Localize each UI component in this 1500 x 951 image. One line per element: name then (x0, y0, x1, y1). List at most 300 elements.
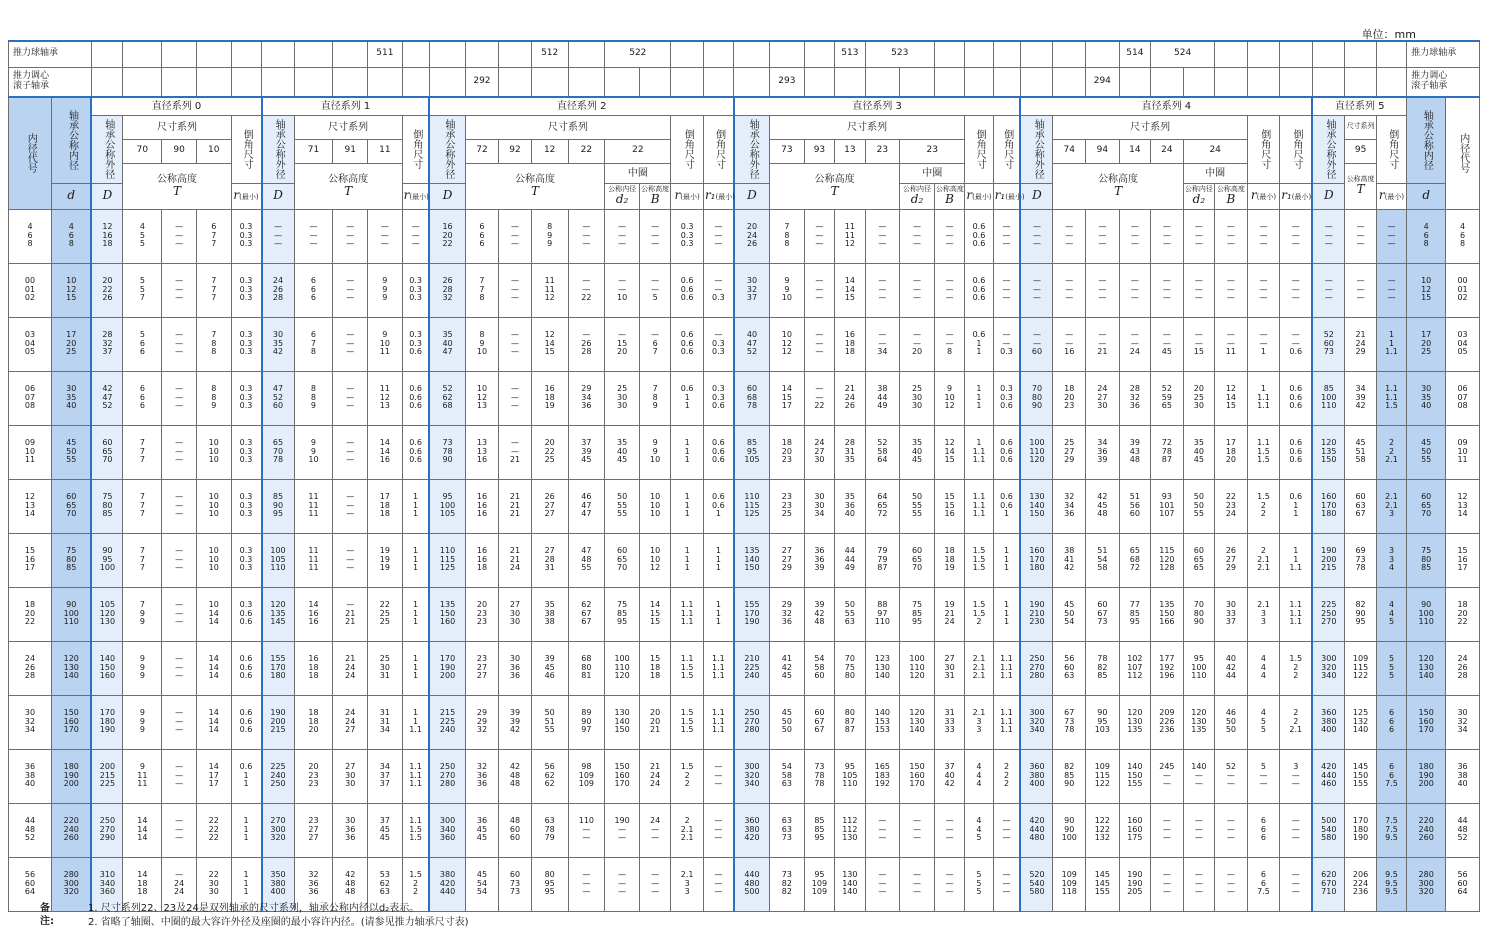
table-cell: 24 26 28 (1446, 641, 1480, 695)
table-cell: — 15 20 (605, 317, 640, 371)
table-cell: 440 480 500 (734, 857, 770, 911)
thrust-ball-row (9, 41, 1480, 67)
table-cell: 5 5 5 (1376, 641, 1406, 695)
table-cell: 6 6 6 (294, 263, 333, 317)
table-cell: 2.1 3 3 (671, 857, 704, 911)
table-cell: — — — (333, 425, 368, 479)
table-cell: 15 16 17 (1446, 533, 1480, 587)
table-cell: 100 110 120 (1020, 425, 1053, 479)
table-cell: 23 27 27 (294, 803, 333, 857)
table-cell: 56 60 64 (1446, 857, 1480, 911)
table-cell: 250 270 290 (91, 803, 122, 857)
s4-size-series: 尺寸系列 (1053, 115, 1247, 139)
s0-code-90: 90 (162, 139, 197, 163)
table-cell: 54 58 60 (804, 641, 834, 695)
table-cell: 360 380 400 (1312, 695, 1345, 749)
table-cell: 0.3 0.3 0.3 (231, 425, 261, 479)
table-cell: — — — (639, 209, 670, 263)
table-cell: — — — (900, 263, 935, 317)
table-cell: 190 200 215 (1312, 533, 1345, 587)
table-cell: 24 26 28 (262, 263, 295, 317)
table-row (9, 371, 1480, 425)
table-cell: 18 18 20 (294, 695, 333, 749)
table-cell: — — — (499, 371, 532, 425)
s0-height-header: 公称高度 T (123, 163, 231, 209)
table-cell: 6 7 7 (196, 209, 231, 263)
table-cell: — — 24 (1119, 317, 1150, 371)
table-cell: — — — (1215, 803, 1248, 857)
table-cell: 22 30 30 (196, 857, 231, 911)
table-cell: — — — (900, 857, 935, 911)
table-cell: 45 54 54 (465, 857, 499, 911)
s2-code-22: 22 (568, 139, 605, 163)
table-cell: 1.5 2 2 (671, 749, 704, 803)
table-cell: — 0.3 0.3 (703, 317, 733, 371)
table-cell: 60 65 70 (52, 479, 92, 533)
table-cell: 0.6 0.6 0.6 (993, 425, 1020, 479)
table-cell: 9 10 12 (934, 371, 964, 425)
s3-code-23: 23 (865, 139, 900, 163)
table-cell: — — — (333, 209, 368, 263)
table-cell: 2.1 3 3 (965, 695, 993, 749)
table-cell: — — — (865, 263, 900, 317)
table-cell: 25 27 29 (1053, 425, 1086, 479)
table-cell: 20 20 21 (639, 695, 670, 749)
table-cell: 34 36 39 (1086, 425, 1120, 479)
table-cell: 300 320 340 (1020, 695, 1053, 749)
table-cell: 350 380 400 (262, 857, 295, 911)
s2-chamfer-r1-header: 倒角尺寸 (703, 115, 733, 183)
table-cell: — — — (1183, 857, 1214, 911)
table-cell: 73 78 90 (429, 425, 465, 479)
table-cell: 1.5 2 2 (1247, 479, 1280, 533)
table-cell: — — — (1020, 263, 1053, 317)
s3-sym-D: D (734, 183, 770, 209)
table-cell: — — — (1215, 263, 1248, 317)
table-cell: 35 40 45 (605, 425, 640, 479)
s3-chamfer-r-header: 倒角尺寸 (965, 115, 993, 183)
diameter-series-4: 直径系列 4 (1020, 97, 1312, 115)
table-cell: — — — (865, 857, 900, 911)
table-cell: 50 55 55 (605, 479, 640, 533)
table-cell: 7 8 8 (196, 317, 231, 371)
table-cell: 85 100 110 (1312, 371, 1345, 425)
table-cell: 190 210 230 (1020, 587, 1053, 641)
table-cell: 35 40 47 (429, 317, 465, 371)
table-cell: 39 42 48 (804, 587, 834, 641)
table-cell: — — — (1280, 857, 1313, 911)
s1-code-91: 91 (333, 139, 368, 163)
table-cell: 1 1 1 (231, 857, 261, 911)
table-row (9, 803, 1480, 857)
table-cell: 10 10 10 (639, 479, 670, 533)
table-cell: 21 21 24 (499, 533, 532, 587)
table-cell: — — — (568, 209, 605, 263)
table-cell: 30 32 34 (1446, 695, 1480, 749)
table-cell: 73 82 82 (770, 857, 805, 911)
table-cell: 20 23 23 (294, 749, 333, 803)
table-cell: 54 58 63 (770, 749, 805, 803)
table-cell: 30 32 37 (734, 263, 770, 317)
table-cell: — — — (1345, 209, 1376, 263)
table-cell: — — — (568, 857, 605, 911)
table-cell: 51 56 60 (1119, 479, 1150, 533)
table-cell: 1 1 1 (402, 479, 429, 533)
table-cell: 150 160 170 (1407, 695, 1446, 749)
table-cell: 30 35 40 (1407, 371, 1446, 425)
table-cell: 150 160 170 (52, 695, 92, 749)
table-cell: — — — (162, 533, 197, 587)
table-cell: 9 9 9 (123, 641, 162, 695)
table-cell: 135 140 150 (734, 533, 770, 587)
table-cell: 52 62 68 (429, 371, 465, 425)
table-cell: 160 170 180 (1312, 479, 1345, 533)
table-cell: 60 65 70 (1407, 479, 1446, 533)
table-cell: 7 9 9 (123, 587, 162, 641)
table-cell: 39 43 48 (1119, 425, 1150, 479)
table-cell: 03 04 05 (9, 317, 52, 371)
table-cell: 65 68 72 (1119, 533, 1150, 587)
table-cell: 12 14 15 (1215, 371, 1248, 425)
table-cell: 0.3 0.3 0.3 (231, 317, 261, 371)
s1-size-series: 尺寸系列 (294, 115, 402, 139)
table-cell: 50 51 55 (531, 695, 568, 749)
table-cell: 36 38 40 (1446, 749, 1480, 803)
table-cell: 73 78 78 (804, 749, 834, 803)
table-cell: 9 10 11 (368, 317, 403, 371)
table-cell: — — 11 (1215, 317, 1248, 371)
table-cell: 88 97 110 (865, 587, 900, 641)
bearing-dimension-table (8, 40, 1480, 912)
table-cell: 45 50 54 (1053, 587, 1086, 641)
table-cell: 24 27 30 (1086, 371, 1120, 425)
table-cell: 1.1 1.5 1.5 (671, 641, 704, 695)
table-cell: — — — (934, 263, 964, 317)
s4-sym-r1: r₁(最小) (1280, 183, 1313, 209)
s5-od-header: 轴承公称外径 (1312, 115, 1345, 183)
table-cell: — — — (703, 209, 733, 263)
table-cell: 37 40 42 (934, 749, 964, 803)
s3-middle-ring: 中圈 (900, 163, 965, 183)
table-cell: 50 55 55 (900, 479, 935, 533)
s1-code-11: 11 (368, 139, 403, 163)
table-cell: — — 0.3 (703, 263, 733, 317)
table-cell: 15 15 16 (934, 479, 964, 533)
table-cell: 6 6 7.5 (1247, 857, 1280, 911)
table-cell: 250 270 280 (1020, 641, 1053, 695)
table-cell: — — 45 (1151, 317, 1184, 371)
table-cell: 00 01 02 (9, 263, 52, 317)
table-cell: 1.5 1.5 1.5 (965, 533, 993, 587)
table-cell: 22 25 25 (368, 587, 403, 641)
table-cell: 6 6 6 (465, 209, 499, 263)
table-cell: 100 110 120 (900, 641, 935, 695)
table-cell: 82 90 95 (1345, 587, 1376, 641)
table-cell: 35 38 38 (531, 587, 568, 641)
table-cell: 17 18 20 (1215, 425, 1248, 479)
table-cell: 0.6 0.6 0.6 (1280, 371, 1313, 425)
table-cell: 177 192 196 (1151, 641, 1184, 695)
table-cell: 1.1 1.1 1.1 (402, 749, 429, 803)
table-cell: 150 160 170 (900, 749, 935, 803)
s1-height-header: 公称高度 T (294, 163, 402, 209)
table-cell: 1 1 1.1 (1280, 533, 1313, 587)
table-cell: 35 40 45 (1183, 425, 1214, 479)
table-cell: 250 270 280 (734, 695, 770, 749)
table-cell: 8 8 9 (196, 371, 231, 425)
table-cell: — — — (162, 209, 197, 263)
table-row (9, 695, 1480, 749)
table-cell: 1.1 1.5 1.5 (402, 803, 429, 857)
table-cell: 130 140 150 (1020, 479, 1053, 533)
table-cell: 12 14 15 (934, 425, 964, 479)
table-cell: 140 150 160 (91, 641, 122, 695)
table-cell: 1.1 1.1 1.1 (703, 641, 733, 695)
table-cell: 75 80 85 (1407, 533, 1446, 587)
table-cell: 32 36 36 (294, 857, 333, 911)
note-line-1: 1. 尺寸系列22、23及24是双列轴承的尺寸系列，轴承公称内径以d₂表示。 (88, 903, 420, 914)
table-cell: 69 73 78 (1345, 533, 1376, 587)
table-cell: 29 32 36 (770, 587, 805, 641)
s3-code-13: 13 (835, 139, 865, 163)
table-cell: 29 29 32 (465, 695, 499, 749)
table-cell: 1.5 2 2 (402, 857, 429, 911)
table-cell: 44 44 49 (835, 533, 865, 587)
s4-sym-B: 公称高度 B (1215, 183, 1248, 209)
table-cell: 16 16 16 (465, 479, 499, 533)
table-cell: — — 60 (1020, 317, 1053, 371)
table-cell: 120 130 135 (1119, 695, 1150, 749)
table-cell: 4 6 8 (52, 209, 92, 263)
table-cell: 27 27 29 (770, 533, 805, 587)
table-cell: — — 34 (865, 317, 900, 371)
table-cell: 42 45 48 (1086, 479, 1120, 533)
s4-code-24-mid: 24 (1183, 139, 1247, 163)
table-cell: — — — (1086, 263, 1120, 317)
s5-height-header: 公称高度 T (1345, 163, 1376, 209)
table-cell: 4 5 5 (123, 209, 162, 263)
table-cell: 215 225 240 (429, 695, 465, 749)
table-cell: — — — (368, 209, 403, 263)
table-cell: 120 130 140 (1407, 641, 1446, 695)
table-cell: — — — (162, 587, 197, 641)
table-cell: 00 01 02 (1446, 263, 1480, 317)
table-cell: 1 1 1 (402, 641, 429, 695)
table-cell: 90 90 100 (1053, 803, 1086, 857)
table-cell: 56 60 64 (9, 857, 52, 911)
thrust-ball-label-right: 推力球轴承 (1407, 41, 1480, 67)
s4-middle-ring: 中圈 (1183, 163, 1247, 183)
table-cell: 7 7 7 (123, 479, 162, 533)
table-cell: 420 440 460 (1312, 749, 1345, 803)
table-cell: 36 36 39 (804, 533, 834, 587)
table-cell: — — 22 (804, 371, 834, 425)
table-cell: 10 10 10 (196, 533, 231, 587)
table-cell: 56 62 62 (531, 749, 568, 803)
diameter-series-2: 直径系列 2 (429, 97, 733, 115)
table-cell: 19 21 24 (934, 587, 964, 641)
table-cell: 38 41 42 (1053, 533, 1086, 587)
table-cell: 9 9 9 (123, 695, 162, 749)
table-cell: 24 27 30 (804, 425, 834, 479)
table-cell: 2.1 2.1 3 (1376, 479, 1406, 533)
table-cell: — — — (162, 479, 197, 533)
table-cell: 1 1 1 (671, 479, 704, 533)
table-cell: 2 2 2 (993, 749, 1020, 803)
s3-size-series: 尺寸系列 (770, 115, 965, 139)
table-row (9, 425, 1480, 479)
table-cell: 06 07 08 (1446, 371, 1480, 425)
table-cell: — — 15 (1183, 317, 1214, 371)
table-cell: 79 79 87 (865, 533, 900, 587)
table-cell: 120 135 150 (1312, 425, 1345, 479)
table-cell: 20 24 26 (734, 209, 770, 263)
sym-d-right: d (1407, 183, 1446, 209)
table-cell: 11 11 11 (294, 479, 333, 533)
table-cell: 95 105 110 (835, 749, 865, 803)
table-cell: 14 14 16 (368, 425, 403, 479)
code-522: 522 (605, 41, 671, 67)
table-cell: — — — (1215, 857, 1248, 911)
table-cell: 210 225 240 (734, 641, 770, 695)
table-cell: 1 1 1 (993, 587, 1020, 641)
s4-code-24: 24 (1151, 139, 1184, 163)
table-cell: 60 67 67 (804, 695, 834, 749)
table-cell: 09 10 11 (1446, 425, 1480, 479)
table-cell: 24 26 28 (9, 641, 52, 695)
table-cell: 6 7 8 (294, 317, 333, 371)
s5-sym-D: D (1312, 183, 1345, 209)
table-cell: 225 250 270 (1312, 587, 1345, 641)
table-cell: — — — (333, 479, 368, 533)
table-cell: 140 150 155 (1119, 749, 1150, 803)
table-cell: 7 8 9 (639, 371, 670, 425)
table-cell: 155 170 180 (262, 641, 295, 695)
notes-label: 备注: (40, 903, 54, 927)
table-cell: 0.3 0.3 0.3 (231, 371, 261, 425)
table-cell: 0.6 0.6 0.6 (965, 263, 993, 317)
table-cell: — — — (1053, 209, 1086, 263)
table-cell: — 21 21 (333, 587, 368, 641)
table-cell: 135 150 166 (1151, 587, 1184, 641)
table-cell: — — — (1183, 263, 1214, 317)
table-cell: 42 48 48 (333, 857, 368, 911)
table-cell: 23 27 27 (465, 641, 499, 695)
table-cell: 41 42 45 (770, 641, 805, 695)
table-cell: 13 13 16 (465, 425, 499, 479)
table-cell: 7 7 7 (123, 533, 162, 587)
table-cell: 18 18 19 (934, 533, 964, 587)
table-cell: 4 6 8 (9, 209, 52, 263)
table-cell: 30 36 36 (499, 641, 532, 695)
table-cell: 4 4 4 (1247, 641, 1280, 695)
table-cell: 27 30 30 (333, 749, 368, 803)
table-cell: 15 18 18 (639, 641, 670, 695)
table-cell: 110 115 125 (429, 533, 465, 587)
table-cell: — — — (993, 857, 1020, 911)
s4-sym-d2: 公称内径 d₂ (1183, 183, 1214, 209)
table-cell: — — — (1376, 263, 1406, 317)
table-cell: 60 67 73 (1086, 587, 1120, 641)
table-cell: 105 120 130 (91, 587, 122, 641)
table-cell: 125 132 140 (1345, 695, 1376, 749)
table-cell: 170 190 200 (429, 641, 465, 695)
table-cell: 1 1 1 (703, 587, 733, 641)
table-cell: — — — (1247, 209, 1280, 263)
table-cell: 109 115 122 (1086, 749, 1120, 803)
table-cell: 1 1 1 (671, 425, 704, 479)
table-cell: — — — (900, 209, 935, 263)
table-cell: — — 10 (605, 263, 640, 317)
table-cell: 16 18 18 (835, 317, 865, 371)
table-row (9, 479, 1480, 533)
table-cell: 0.6 0.6 0.6 (703, 425, 733, 479)
table-cell: 3 — — (1280, 749, 1313, 803)
table-cell: 67 73 78 (1053, 695, 1086, 749)
s4-sym-D: D (1020, 183, 1053, 209)
table-cell: 1 1 1 (993, 533, 1020, 587)
table-cell: 7 7 7 (196, 263, 231, 317)
table-cell: 14 15 17 (770, 371, 805, 425)
table-cell: 60 73 73 (499, 857, 532, 911)
table-cell: 102 107 112 (1119, 641, 1150, 695)
table-cell: 10 10 10 (196, 479, 231, 533)
table-cell: 26 28 32 (429, 263, 465, 317)
table-cell: 0.3 0.3 0.6 (402, 317, 429, 371)
s1-code-71: 71 (294, 139, 333, 163)
table-cell: 72 78 87 (1151, 425, 1184, 479)
table-cell: 15 16 17 (9, 533, 52, 587)
unit-label: 单位：mm (1361, 28, 1416, 41)
table-cell: 1 1 1 (402, 587, 429, 641)
thrust-spherical-label: 推力调心 滚子轴承 (9, 67, 92, 97)
table-cell: — — — (1053, 263, 1086, 317)
table-cell: 155 170 190 (734, 587, 770, 641)
table-cell: 46 50 50 (1215, 695, 1248, 749)
table-cell: 12 13 14 (9, 479, 52, 533)
table-cell: 90 95 100 (91, 533, 122, 587)
table-cell: 35 36 40 (835, 479, 865, 533)
s5-code-95: 95 (1345, 139, 1376, 163)
table-cell: 75 80 85 (52, 533, 92, 587)
table-body (9, 209, 1480, 911)
table-cell: 80 87 87 (835, 695, 865, 749)
table-cell: — 26 28 (568, 317, 605, 371)
code-292: 292 (465, 67, 499, 97)
table-cell: 100 110 120 (605, 641, 640, 695)
table-cell: 28 32 36 (1119, 371, 1150, 425)
table-cell: — — — (934, 209, 964, 263)
table-cell: 26 27 27 (531, 479, 568, 533)
table-cell: 18 20 22 (9, 587, 52, 641)
table-cell: 90 100 110 (1407, 587, 1446, 641)
table-cell: 60 63 67 (1345, 479, 1376, 533)
s4-chamfer-r1-header: 倒角尺寸 (1280, 115, 1313, 183)
diameter-series-0: 直径系列 0 (91, 97, 261, 115)
table-cell: 12 14 15 (531, 317, 568, 371)
table-cell: 95 109 109 (804, 857, 834, 911)
table-cell: 14 17 17 (196, 749, 231, 803)
bore-d-header: 轴承公称内径 (52, 97, 92, 183)
table-cell: 28 32 37 (91, 317, 122, 371)
table-cell: 20 25 30 (1183, 371, 1214, 425)
table-cell: 14 15 15 (639, 587, 670, 641)
s3-sym-B: 公称高度 B (934, 183, 964, 209)
table-cell: — — — (993, 209, 1020, 263)
table-cell: 1.1 1.1 1.1 (1280, 587, 1313, 641)
table-cell: — — — (333, 263, 368, 317)
table-cell: — — 22 (568, 263, 605, 317)
